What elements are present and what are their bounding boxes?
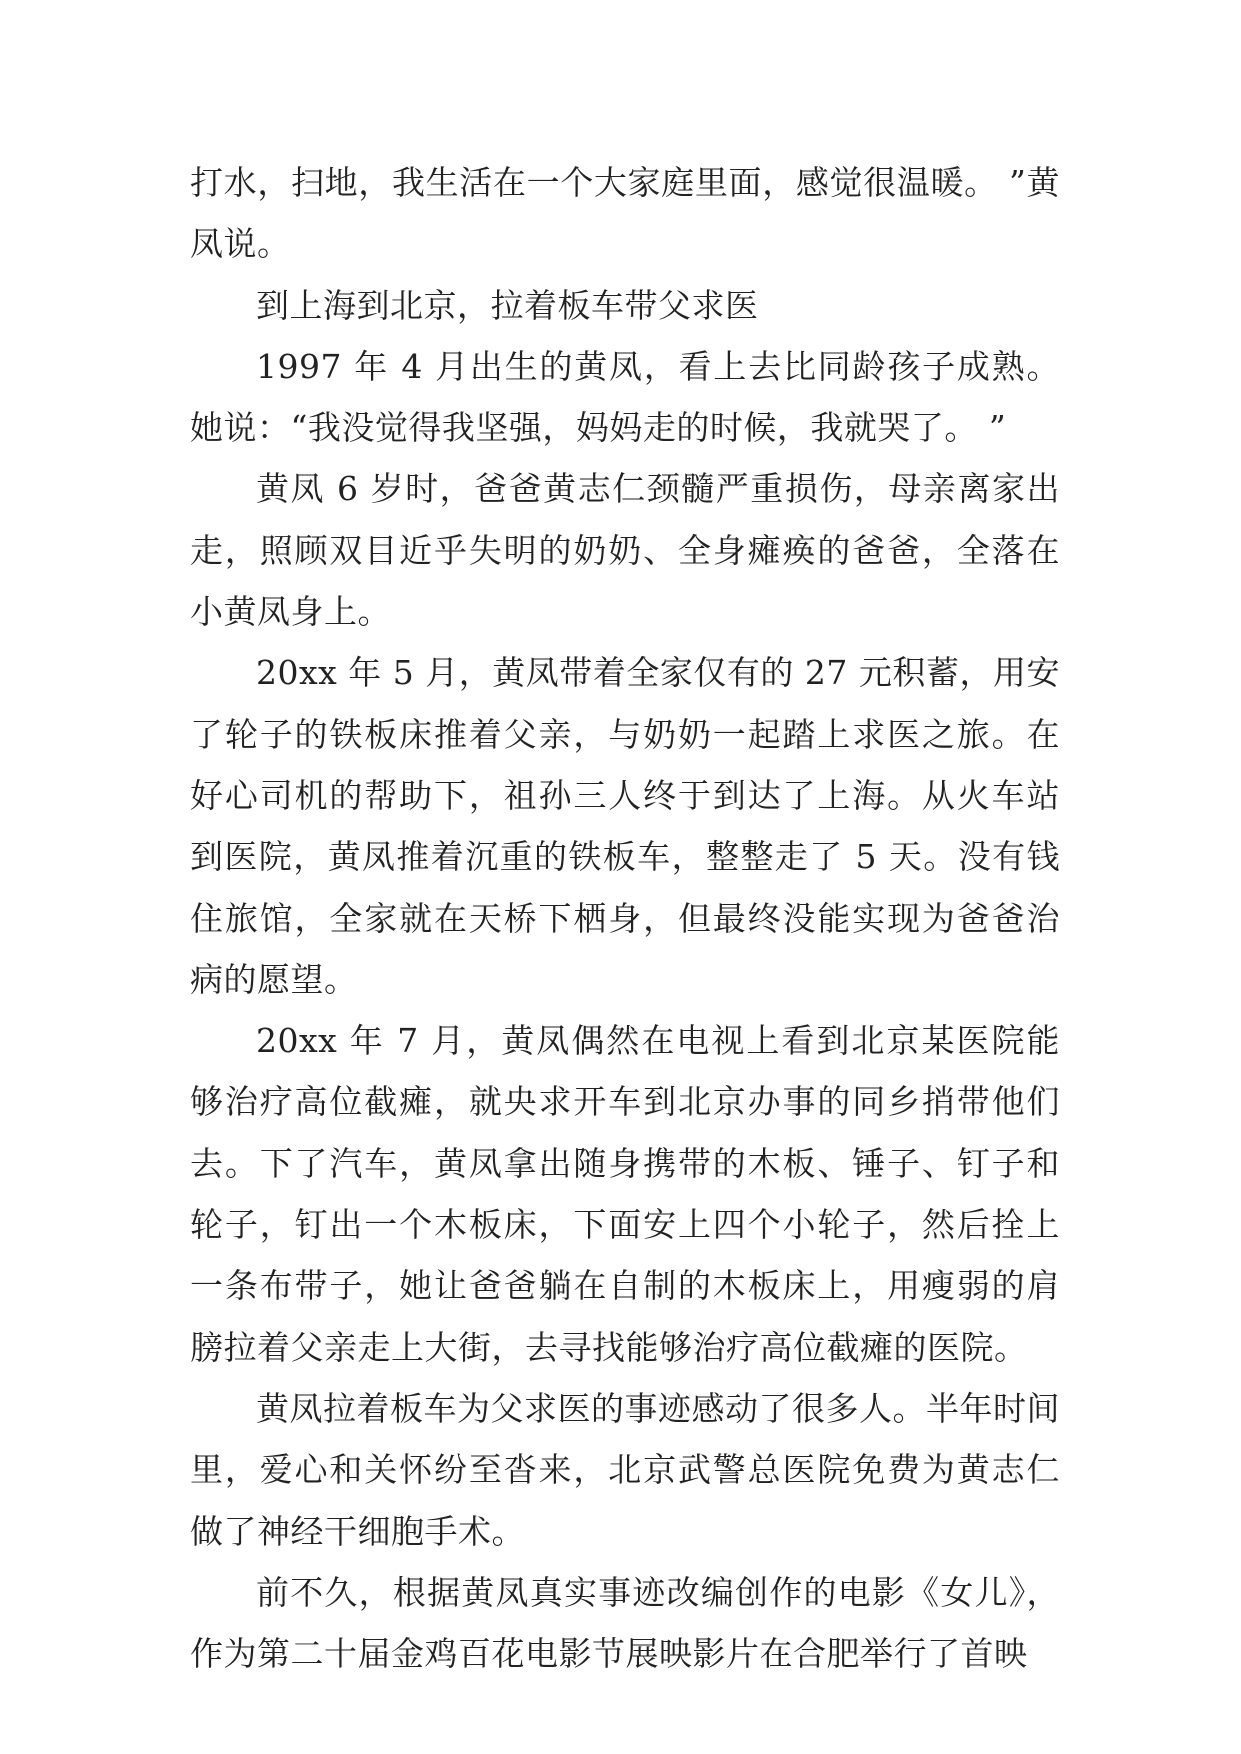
paragraph: 黄凤拉着板车为父求医的事迹感动了很多人。半年时间里，爱心和关怀纷至沓来，北京武警总医院免费为黄志仁做了神经干细胞手术。: [190, 1388, 1060, 1551]
section-heading: 到上海到北京，拉着板车带父求医: [256, 285, 759, 325]
article-body: [190, 152, 1060, 1684]
paragraph: 1997 年 4 月出生的黄凤，看上去比同龄孩子成熟。她说：“我没觉得我坚强，妈妈走的时候，我就哭了。 ”: [190, 346, 1060, 448]
paragraph: 打水，扫地，我生活在一个大家庭里面，感觉很温暖。 ”黄凤说。: [190, 163, 1060, 264]
paragraph: 黄凤 6 岁时，爸爸黄志仁颈髓严重损伤，母亲离家出走，照顾双目近乎失明的奶奶、全身瘫痪的爸爸，全落在小黄凤身上。: [190, 469, 1060, 632]
paragraph: 20xx 年 7 月，黄凤偶然在电视上看到北京某医院能够治疗高位截瘫，就央求开车到北京办事的同乡捎带他们去。下了汽车，黄凤拿出随身携带的木板、锤子、钉子和轮子，钉出一个木板床，下面安上四个小轮子，然后拴上一条布带子，她让爸爸躺在自制的木板床上，用瘦弱的肩膀拉着父亲走上大街，去寻找能够治疗高位截瘫的医院。: [190, 1021, 1060, 1367]
paragraph: 20xx 年 5 月，黄凤带着全家仅有的 27 元积蓄，用安了轮子的铁板床推着父亲，与奶奶一起踏上求医之旅。在好心司机的帮助下，祖孙三人终于到达了上海。从火车站到医院，黄凤推着沉重的铁板车，整整走了 5 天。没有钱住旅馆，全家就在天桥下栖身，但最终没能实现为爸爸治病的愿望。: [190, 653, 1060, 999]
paragraph: 前不久，根据黄凤真实事迹改编创作的电影《女儿》，作为第二十届金鸡百花电影节展映影片在合肥举行了首映: [190, 1572, 1060, 1674]
